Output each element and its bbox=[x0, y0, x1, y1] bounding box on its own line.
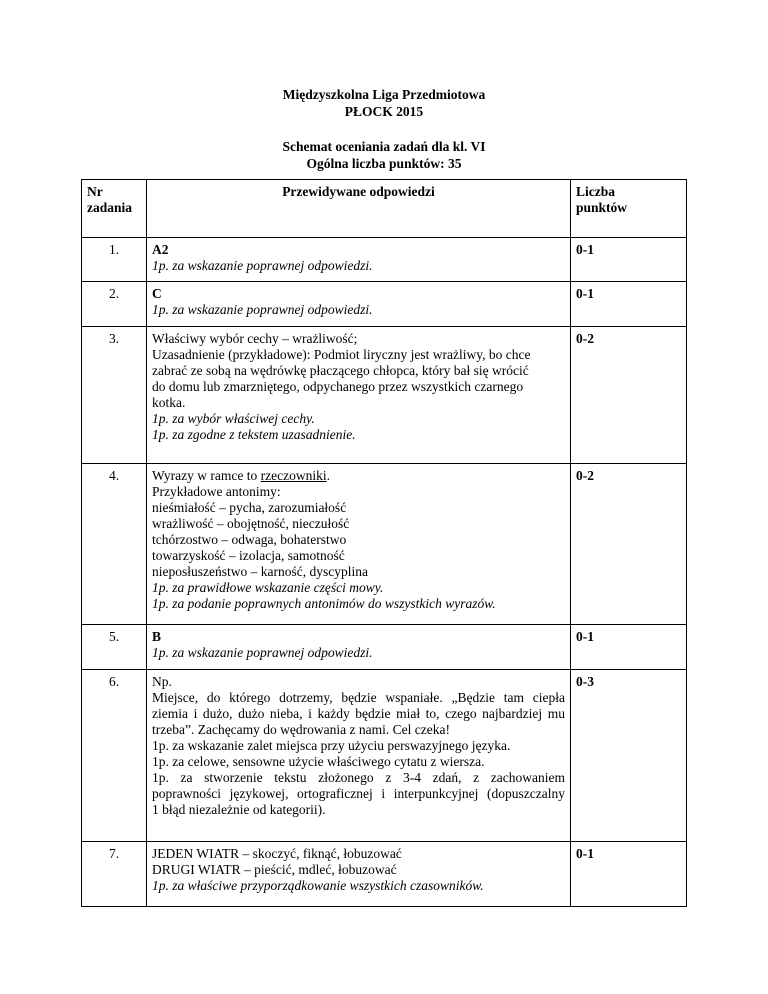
task-number: 5. bbox=[82, 625, 147, 670]
points-range: 0-1 bbox=[571, 238, 687, 282]
table-header-row bbox=[82, 180, 687, 238]
answer-line: do domu lub zmarzniętego, odpychanego przez wszystkich czarnego bbox=[152, 379, 524, 394]
task-number: 6. bbox=[82, 670, 147, 842]
column-header-task-number: Nr zadania bbox=[82, 180, 147, 238]
points-range: 0-1 bbox=[571, 282, 687, 327]
answer-line: poprawności językowej, ortograficznej i interpunkcyjnej (dopuszczalny bbox=[152, 786, 565, 801]
answer-cell bbox=[147, 464, 571, 625]
answer-line: zabrać ze sobą na wędrówkę płaczącego chłopca, który bał się wrócić bbox=[152, 363, 529, 378]
answer-line: 1p. za wskazanie zalet miejsca przy użyciu perswazyjnego języka. bbox=[152, 738, 511, 753]
answer-key: C bbox=[152, 286, 162, 301]
column-header-answers: Przewidywane odpowiedzi bbox=[147, 180, 571, 238]
points-range: 0-1 bbox=[571, 625, 687, 670]
points-range: 0-3 bbox=[571, 670, 687, 842]
scoring-criteria: 1p. za wybór właściwej cechy. bbox=[152, 411, 315, 426]
answer-key: B bbox=[152, 629, 162, 644]
scoring-criteria: 1p. za zgodne z tekstem uzasadnienie. bbox=[152, 427, 356, 442]
table-row bbox=[82, 842, 687, 907]
task-number: 1. bbox=[82, 238, 147, 282]
table-row bbox=[82, 327, 687, 464]
answer-line: 1p. za stworzenie tekstu złożonego z 3-4 zdań, z zachowaniem bbox=[152, 770, 565, 785]
scoring-criteria: 1p. za podanie poprawnych antonimów do wszystkich wyrazów. bbox=[152, 596, 496, 611]
task-number: 3. bbox=[82, 327, 147, 464]
points-range: 0-2 bbox=[571, 327, 687, 464]
answer-intro: Wyrazy w ramce to rzeczowniki. bbox=[152, 468, 330, 483]
points-range: 0-1 bbox=[571, 842, 687, 907]
answer-line: kotka. bbox=[152, 395, 186, 410]
points-range: 0-2 bbox=[571, 464, 687, 625]
scoring-criteria: 1p. za prawidłowe wskazanie części mowy. bbox=[152, 580, 384, 595]
answer-cell bbox=[147, 625, 571, 670]
answer-line: JEDEN WIATR – skoczyć, fiknąć, łobuzować bbox=[152, 846, 402, 861]
answer-line: trzeba”. Zachęcamy do wędrowania z nami. Cel czeka! bbox=[152, 722, 450, 737]
scoring-criteria: 1p. za wskazanie poprawnej odpowiedzi. bbox=[152, 258, 373, 273]
answer-line: Przykładowe antonimy: bbox=[152, 484, 281, 499]
table-row bbox=[82, 282, 687, 327]
answer-key: A2 bbox=[152, 242, 169, 257]
task-number: 7. bbox=[82, 842, 147, 907]
table-row bbox=[82, 625, 687, 670]
table-row bbox=[82, 238, 687, 282]
answer-cell bbox=[147, 670, 571, 842]
document-header-organizer bbox=[0, 86, 768, 120]
answer-cell bbox=[147, 282, 571, 327]
competition-title: Międzyszkolna Liga Przedmiotowa bbox=[282, 87, 486, 102]
grading-table bbox=[81, 179, 687, 907]
answer-line: nieśmiałość – pycha, zarozumiałość bbox=[152, 500, 347, 515]
answer-line: DRUGI WIATR – pieścić, mdleć, łobuzować bbox=[152, 862, 397, 877]
answer-cell bbox=[147, 842, 571, 907]
answer-cell bbox=[147, 238, 571, 282]
part-of-speech-answer: rzeczowniki bbox=[260, 468, 327, 483]
answer-line: towarzyskość – izolacja, samotność bbox=[152, 548, 345, 563]
answer-line: nieposłuszeństwo – karność, dyscyplina bbox=[152, 564, 368, 579]
answer-cell bbox=[147, 327, 571, 464]
answer-line: ziemia i dużo, dużo nieba, i każdy będzie miał to, czego najbardziej mu bbox=[152, 706, 565, 721]
column-header-points: Liczba punktów bbox=[571, 180, 687, 238]
task-number: 2. bbox=[82, 282, 147, 327]
scheme-title: Schemat oceniania zadań dla kl. VI bbox=[282, 139, 486, 154]
scoring-criteria: 1p. za wskazanie poprawnej odpowiedzi. bbox=[152, 302, 373, 317]
competition-city-year: PŁOCK 2015 bbox=[344, 104, 424, 119]
answer-line: tchórzostwo – odwaga, bohaterstwo bbox=[152, 532, 347, 547]
total-points: Ogólna liczba punktów: 35 bbox=[306, 156, 462, 171]
answer-line: wrażliwość – obojętność, nieczułość bbox=[152, 516, 350, 531]
table-row bbox=[82, 670, 687, 842]
document-header-scheme bbox=[0, 138, 768, 172]
scoring-criteria: 1p. za właściwe przyporządkowanie wszystkich czasowników. bbox=[152, 878, 484, 893]
answer-line: Np. bbox=[152, 674, 172, 689]
table-row bbox=[82, 464, 687, 625]
answer-line: 1 błąd niezależnie od kategorii). bbox=[152, 802, 326, 817]
scoring-criteria: 1p. za wskazanie poprawnej odpowiedzi. bbox=[152, 645, 373, 660]
answer-line: Właściwy wybór cechy – wrażliwość; bbox=[152, 331, 358, 346]
answer-line: Miejsce, do którego dotrzemy, będzie wspaniałe. „Będzie tam ciepła bbox=[152, 690, 565, 705]
task-number: 4. bbox=[82, 464, 147, 625]
answer-line: 1p. za celowe, sensowne użycie właściwego cytatu z wiersza. bbox=[152, 754, 485, 769]
answer-line: Uzasadnienie (przykładowe): Podmiot liryczny jest wrażliwy, bo chce bbox=[152, 347, 531, 362]
